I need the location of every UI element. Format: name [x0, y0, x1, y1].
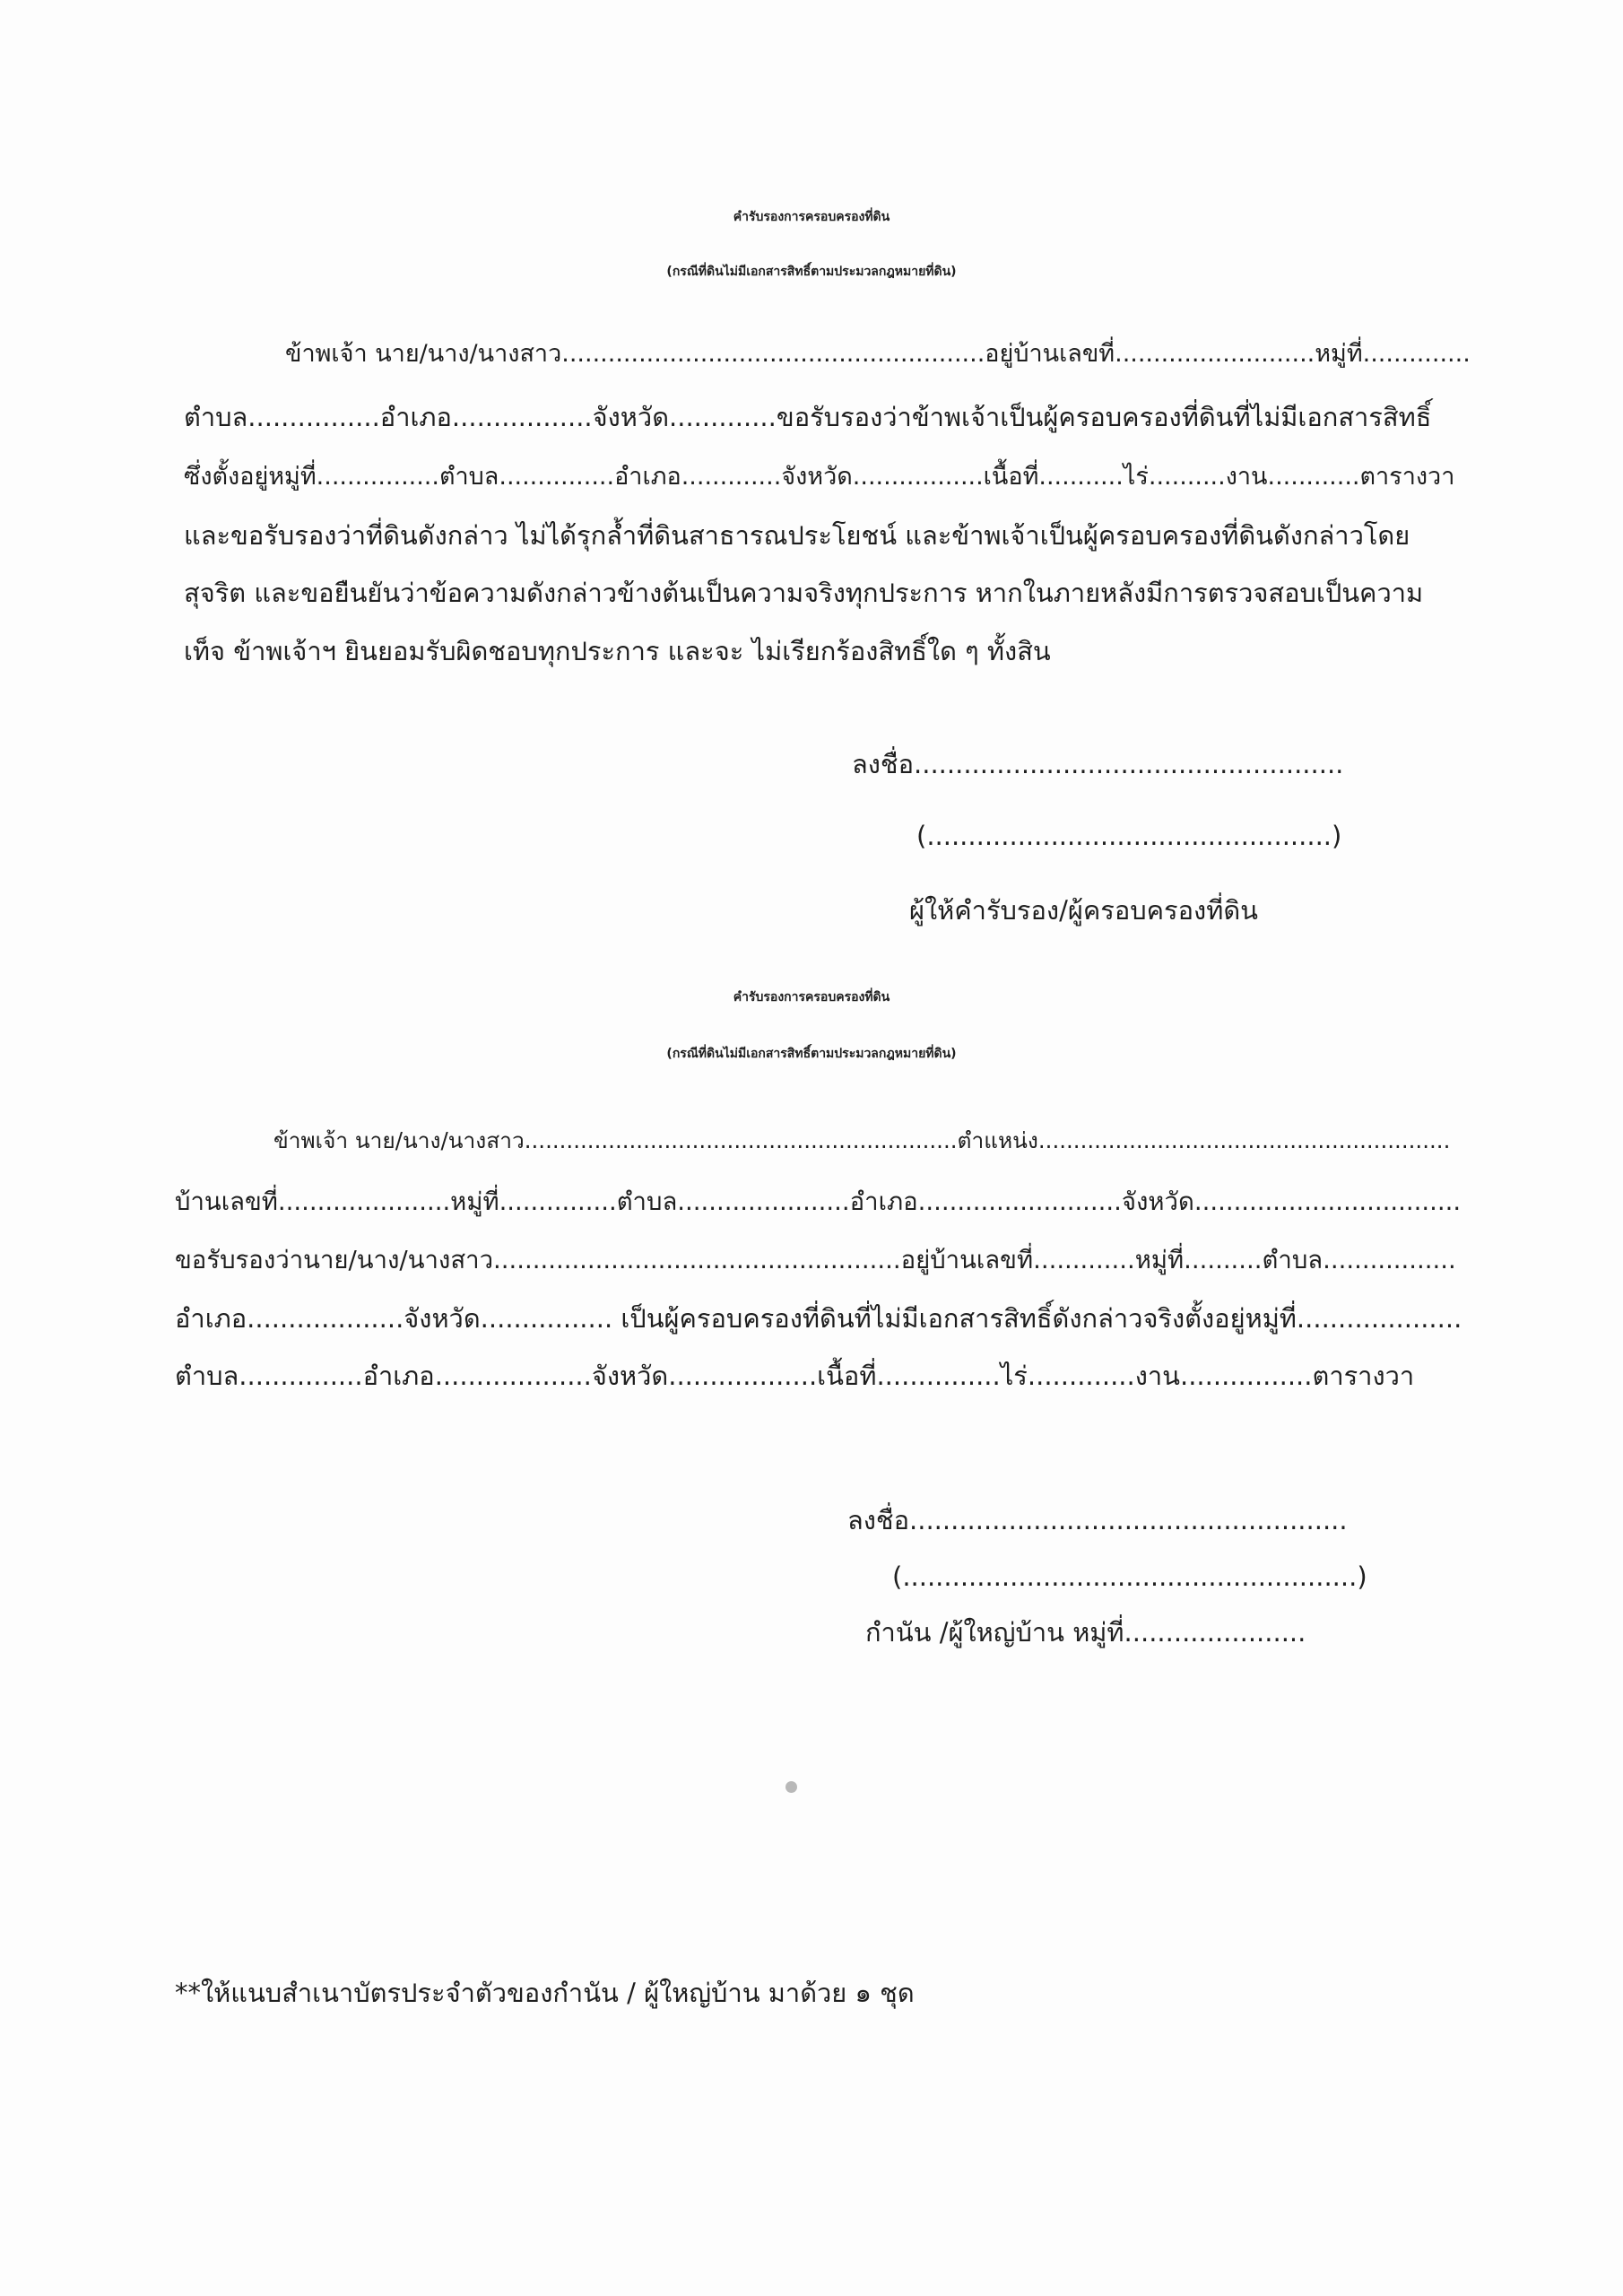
- form1-line-6: เท็จ ข้าพเจ้าฯ ยินยอมรับผิดชอบทุกประการ และจะ ไม่เรียกร้องสิทธิ์ใด ๆ ทั้งสิน: [184, 636, 1051, 666]
- form1-signature-line: ลงชื่อ....................................................: [852, 749, 1344, 779]
- form2-subtitle: (กรณีที่ดินไม่มีเอกสารสิทธิ์ตามประมวลกฎหมายที่ดิน): [666, 1047, 957, 1061]
- form2-title: คำรับรองการครอบครองที่ดิน: [733, 990, 890, 1004]
- form1-subtitle: (กรณีที่ดินไม่มีเอกสารสิทธิ์ตามประมวลกฎหมายที่ดิน): [666, 265, 957, 279]
- form1-line-3: ซึ่งตั้งอยู่หมู่ที่................ตำบล...............อำเภอ.............จังหวัด.................เนื้อที่...........ไร่..........งาน............ตารางวา: [184, 463, 1455, 491]
- form2-line-4: อำเภอ...................จังหวัด................ เป็นผู้ครอบครองที่ดินที่ไม่มีเอกสารสิทธิ์ดังกล่าวจริงตั้งอยู่หมู่ที่....................: [175, 1303, 1462, 1334]
- form2-line-2: บ้านเลขที่......................หมู่ที่...............ตำบล......................อำเภอ..........................จังหวัด..................................: [175, 1187, 1462, 1216]
- form2-printed-name: (.......................................................): [892, 1561, 1367, 1592]
- form2-line-3: ขอรับรองว่านาย/นาง/นางสาว....................................................อยู่บ้านเลขที่.............หมู่ที่..........ตำบล.................: [175, 1246, 1456, 1274]
- form1-signer-role: ผู้ให้คำรับรอง/ผู้ครอบครองที่ดิน: [909, 895, 1258, 926]
- footnote: **ให้แนบสำเนาบัตรประจำตัวของกำนัน / ผู้ใหญ่บ้าน มาด้วย ๑ ชุด: [175, 1978, 915, 2008]
- form1-title: คำรับรองการครอบครองที่ดิน: [733, 210, 890, 224]
- form1-printed-name: (.................................................): [916, 821, 1342, 851]
- form1-line-2: ตำบล................อำเภอ.................จังหวัด.............ขอรับรองว่าข้าพเจ้าเป็นผู้ครอบครองที่ดินที่ไม่มีเอกสารสิทธิ์: [184, 402, 1432, 432]
- form2-signer-role: กำนัน /ผู้ใหญ่บ้าน หมู่ที่......................: [865, 1617, 1306, 1648]
- form2-signature-line: ลงชื่อ.....................................................: [847, 1505, 1348, 1535]
- form2-line-5: ตำบล...............อำเภอ...................จังหวัด..................เนื้อที่...............ไร่.............งาน................ตารางวา: [175, 1361, 1415, 1391]
- form1-line-5: สุจริต และขอยืนยันว่าข้อความดังกล่าวข้างต้นเป็นความจริงทุกประการ หากในภายหลังมีการตรวจสอบเป็นความ: [184, 578, 1424, 608]
- form1-line-4: และขอรับรองว่าที่ดินดังกล่าว ไม่ได้รุกล้ำที่ดินสาธารณประโยชน์ และข้าพเจ้าเป็นผู้ครอบครองที่ดินดังกล่าวโดย: [184, 520, 1410, 551]
- form2-line-1: ข้าพเจ้า นาย/นาง/นางสาว..............................................................ตำแหน่ง...........................................................: [273, 1127, 1451, 1153]
- form1-line-1: ข้าพเจ้า นาย/นาง/นางสาว.......................................................อยู่บ้านเลขที่..........................หมู่ที่..............: [285, 340, 1471, 368]
- scan-speck: [785, 1781, 797, 1793]
